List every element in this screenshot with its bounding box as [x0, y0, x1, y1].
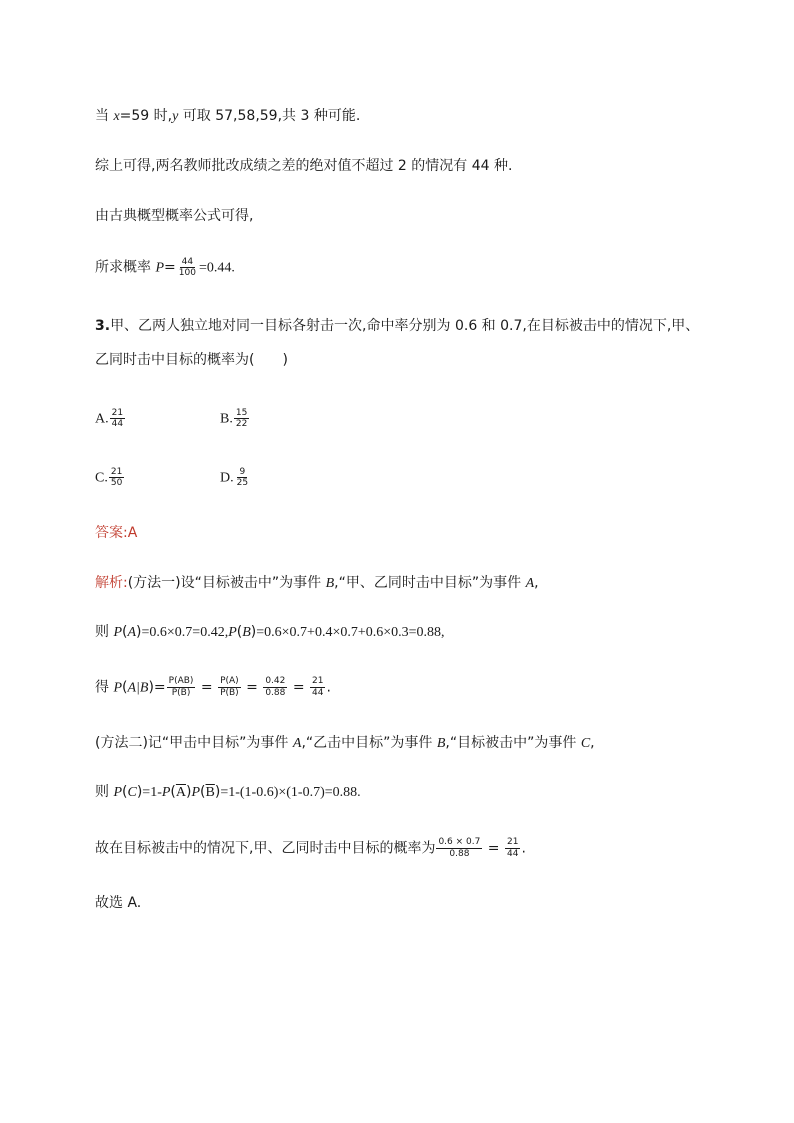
analysis-label: 解析:: [95, 575, 128, 591]
question-text: 甲、乙两人独立地对同一目标各射击一次,命中率分别为 0.6 和 0.7,在目标被击中的情况下,甲、: [110, 318, 700, 334]
question-line-1: [95, 316, 699, 336]
var-x: x: [113, 109, 120, 124]
text-line-4: [95, 257, 235, 279]
text-line-2: 综上可得,两名教师批改成绩之差的绝对值不超过 2 的情况有 44 种.: [95, 158, 513, 174]
option-a: A. $\frac{21}{44}$: [95, 408, 124, 429]
fraction: $\frac{21}{44}$: [312, 676, 324, 698]
question-number: 3.: [95, 318, 111, 334]
fraction: $\frac{9}{25}$: [236, 467, 249, 488]
fraction: $\frac{21}{50}$: [110, 467, 123, 488]
text-line-1: [95, 106, 360, 127]
fraction: $\frac{15}{22}$: [235, 408, 248, 429]
answer: 答案:A: [95, 525, 138, 541]
text: 所求概率: [95, 259, 156, 276]
text: =0.44.: [198, 260, 235, 276]
analysis-line-2: 则 P(A)=0.6×0.7=0.42,P(B)=0.6×0.7+0.4×0.7+0.6×0.3=0.88,: [95, 624, 445, 640]
fraction: $\frac{44}{100}$: [178, 257, 196, 278]
fraction: $\frac{P(AB)}{P(B)}$: [168, 676, 194, 698]
fraction: $\frac{21}{44}$: [111, 408, 124, 429]
question-line-2: 乙同时击中目标的概率为( ): [95, 352, 288, 368]
conclusion: 故选 A.: [95, 895, 142, 911]
option-d: D. $\frac{9}{25}$: [220, 467, 249, 488]
analysis-line-1: 解析:(方法一)设“目标被击中”为事件 B,“甲、乙同时击中目标”为事件 A,: [95, 575, 539, 591]
text: 可取 57,58,59,共 3 种可能.: [178, 108, 361, 124]
thus-line: 故在目标被击中的情况下,甲、乙同时击中目标的概率为 $\frac{0.6 \times 0.7}{0.88}$ = $\frac{21}{44}$ .: [95, 837, 526, 859]
method2-line: (方法二)记“甲击中目标”为事件 A,“乙击中目标”为事件 B,“目标被击中”为事件 C,: [95, 735, 595, 751]
option-c: C. $\frac{21}{50}$: [95, 467, 123, 488]
fraction: $\frac{21}{44}$: [506, 837, 519, 859]
text: =: [164, 259, 176, 276]
analysis-line-3: 得 P(A|B)= $\frac{P(AB)}{P(B)}$ = $\frac{P(A)}{P(B)}$ = $\frac{0.42}{0.88}$ = $\frac{21}{44}$ .: [95, 676, 331, 698]
fraction: $\frac{0.6 \times 0.7}{0.88}$: [438, 837, 481, 859]
fraction: $\frac{0.42}{0.88}$: [265, 676, 286, 698]
text: =59 时,: [119, 108, 173, 124]
method2-calc: 则 $P(C)=1-P(\overline{A})P(\overline{B})=1-(1-0.6)\times(1-0.7)=0.88$.: [95, 784, 361, 800]
option-b: B. $\frac{15}{22}$: [220, 408, 248, 429]
text-line-3: 由古典概型概率公式可得,: [95, 208, 254, 224]
var-y: y: [172, 109, 179, 124]
fraction: $\frac{P(A)}{P(B)}$: [220, 676, 239, 698]
text: 当: [95, 108, 114, 124]
var-P: P: [155, 260, 165, 276]
